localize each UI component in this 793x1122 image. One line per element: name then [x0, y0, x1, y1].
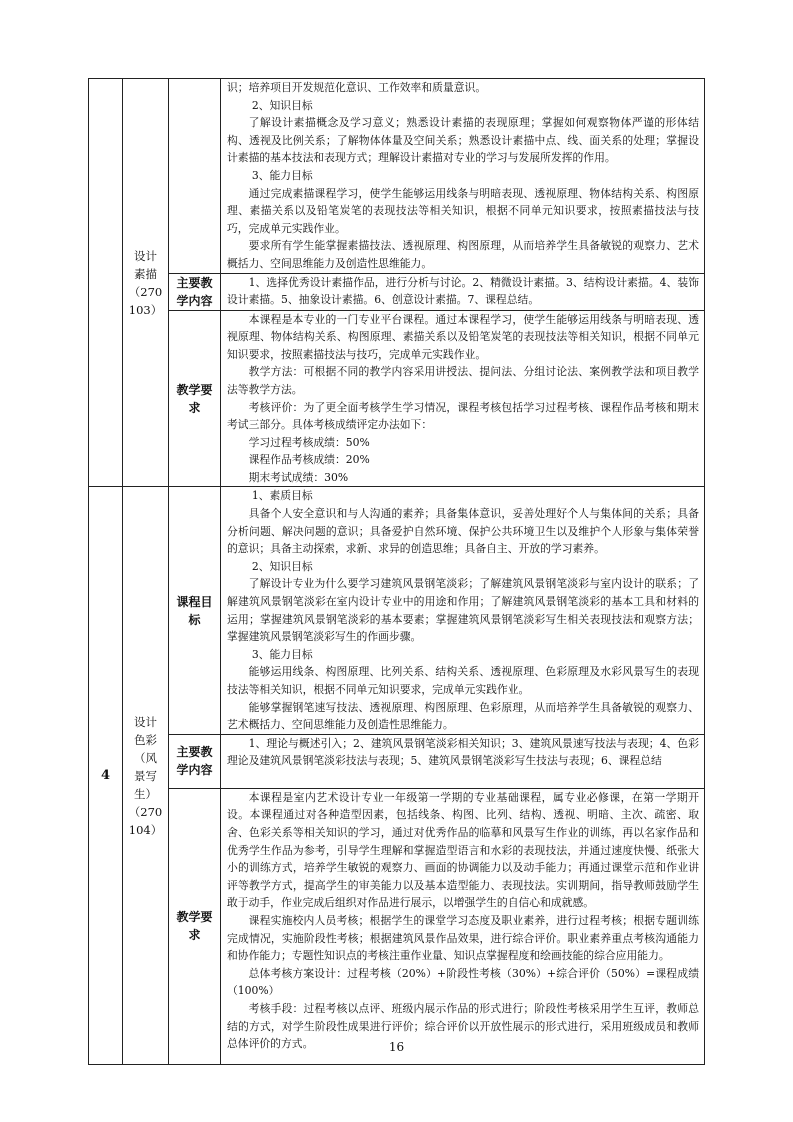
page-number: 16	[388, 1040, 405, 1054]
content-label-270103: 主要教 学内容	[169, 273, 221, 310]
course-name-270103: 设计 素描 （270 103）	[123, 79, 169, 487]
row-objectives-270103	[89, 79, 705, 274]
content-label-270104: 主要教 学内容	[169, 734, 221, 788]
course-name-270104: 设计 色彩 （风 景写 生） （270 104）	[123, 487, 169, 1064]
course-number-270104: 4	[89, 487, 123, 1064]
content-text-270103: 1、选择优秀设计素描作品，进行分析与讨论。2、精微设计素描。3、结构设计素描。4、装饰设计素描。5、抽象设计素描。6、创意设计素描。7、课程总结。	[221, 273, 705, 310]
row-requirements-270104	[89, 788, 705, 1064]
requirements-text-270104: 本课程是室内艺术设计专业一年级第一学期的专业基础课程，属专业必修课，在第一学期开设。本课程通过对各种造型因素，包括线条、构图、比列、结构、透视、明暗、主次、疏密、取舍、色彩关系等相关知识的学习，通过对优秀作品的临摹和风景写生作业的训练，再以名家作品和优秀学生作品为参考，引导学生理解和掌握造型语言和水彩的表现技法，并通过速度快慢、纸张大小的训练方式，培养学生敏锐的观察力、画面的协调能力以及动手能力；再通过课堂示范和作业讲评等教学方式，提高学生的审美能力以及基本造型能力、表现技法。实训期间，指导教师鼓励学生敢于动手，作业完成后组织对作品进行展示，以增强学生的自信心和成就感。 课程实施校内人员考核；根据学生的课堂学习态度及职业素养，进行过程考核；根据专题训练完成情况，实施阶段性考核；根据建筑风景作品效果，进行综合评价。职业素养重点考核沟通能力和协作能力；专题性知识点的考核注重作业量、知识点掌握程度和绘画技能的综合应用能力。 总体考核方案设计：过程考核（20%）+阶段性考核（30%）+综合评价（50%）=课程成绩（100%） 考核手段：过程考核以点评、班级内展示作品的形式进行；阶段性考核采用学生互评，教师总结的方式，对学生阶段性成果进行评价；综合评价以开放性展示的形式进行，采用班级成员和教师总体评价的方式。	[221, 788, 705, 1064]
row-objectives-270104	[89, 487, 705, 734]
requirements-text-270103: 本课程是本专业的一门专业平台课程。通过本课程学习，使学生能够运用线条与明暗表现、透视原理、物体结构关系、构图原理、素描关系以及铅笔炭笔的表现技法等相关知识，根据不同单元知识要求，按照素描技法与技巧，完成单元实践作业。 教学方法：可根据不同的教学内容采用讲授法、提问法、分组讨论法、案例教学法和项目教学法等教学方法。 考核评价：为了更全面考核学生学习情况，课程考核包括学习过程考核、课程作品考核和期末考试三部分。具体考核成绩评定办法如下： 学习过程考核成绩：50% 课程作品考核成绩：20% 期末考试成绩：30%	[221, 310, 705, 487]
requirements-label-270104: 教学要 求	[169, 788, 221, 1064]
objectives-content-270103: 识；培养项目开发规范化意识、工作效率和质量意识。 2、知识目标 了解设计素描概念及学习意义；熟悉设计素描的表现原理；掌握如何观察物体严谨的形体结构、透视及比例关系；了解物体体量及空间关系；熟悉设计素描中点、线、面关系的处理；掌握设计素描的基本技法和表现方式；理解设计素描对专业的学习与发展所发挥的作用。 3、能力目标 通过完成素描课程学习，使学生能够运用线条与明暗表现、透视原理、物体结构关系、构图原理、素描关系以及铅笔炭笔的表现技法等相关知识，根据不同单元知识要求，按照素描技法与技巧，完成单元实践作业。 要求所有学生能掌握素描技法、透视原理、构图原理，从而培养学生具备敏锐的观察力、艺术概括力、空间思维能力及创造性思维能力。	[221, 79, 705, 274]
objectives-label-270104: 课程目 标	[169, 487, 221, 734]
row-content-270103	[89, 273, 705, 310]
content-text-270104: 1、理论与概述引入；2、建筑风景钢笔淡彩相关知识；3、建筑风景速写技法与表现；4、色彩理论及建筑风景钢笔淡彩技法与表现；5、建筑风景钢笔淡彩写生技法与表现；6、课程总结	[221, 734, 705, 788]
course-number-cell-270103	[89, 79, 123, 487]
requirements-label-270103: 教学要 求	[169, 310, 221, 487]
row-requirements-270103	[89, 310, 705, 487]
objectives-label-cell-270103	[169, 79, 221, 274]
course-table	[88, 78, 705, 1065]
row-content-270104	[89, 734, 705, 788]
objectives-content-270104: 1、素质目标 具备个人安全意识和与人沟通的素养；具备集体意识，妥善处理好个人与集体间的关系；具备分析问题、解决问题的意识；具备爱护自然环境、保护公共环境卫生以及维护个人形象与集体荣誉的意识；具备主动探索，求新、求异的创造思维；具备自主、开放的学习素养。 2、知识目标 了解设计专业为什么要学习建筑风景钢笔淡彩；了解建筑风景钢笔淡彩与室内设计的联系；了解建筑风景钢笔淡彩在室内设计专业中的用途和作用；了解建筑风景钢笔淡彩的基本工具和材料的运用；掌握建筑风景钢笔淡彩的基本要素；掌握建筑风景钢笔淡彩写生相关表现技法和观察方法；掌握建筑风景钢笔淡彩写生的作画步骤。 3、能力目标 能够运用线条、构图原理、比列关系、结构关系、透视原理、色彩原理及水彩风景写生的表现技法等相关知识，根据不同单元知识要求，完成单元实践作业。 能够掌握钢笔速写技法、透视原理、构图原理、色彩原理，从而培养学生具备敏锐的观察力、艺术概括力、空间思维能力及创造性思维能力。	[221, 487, 705, 734]
